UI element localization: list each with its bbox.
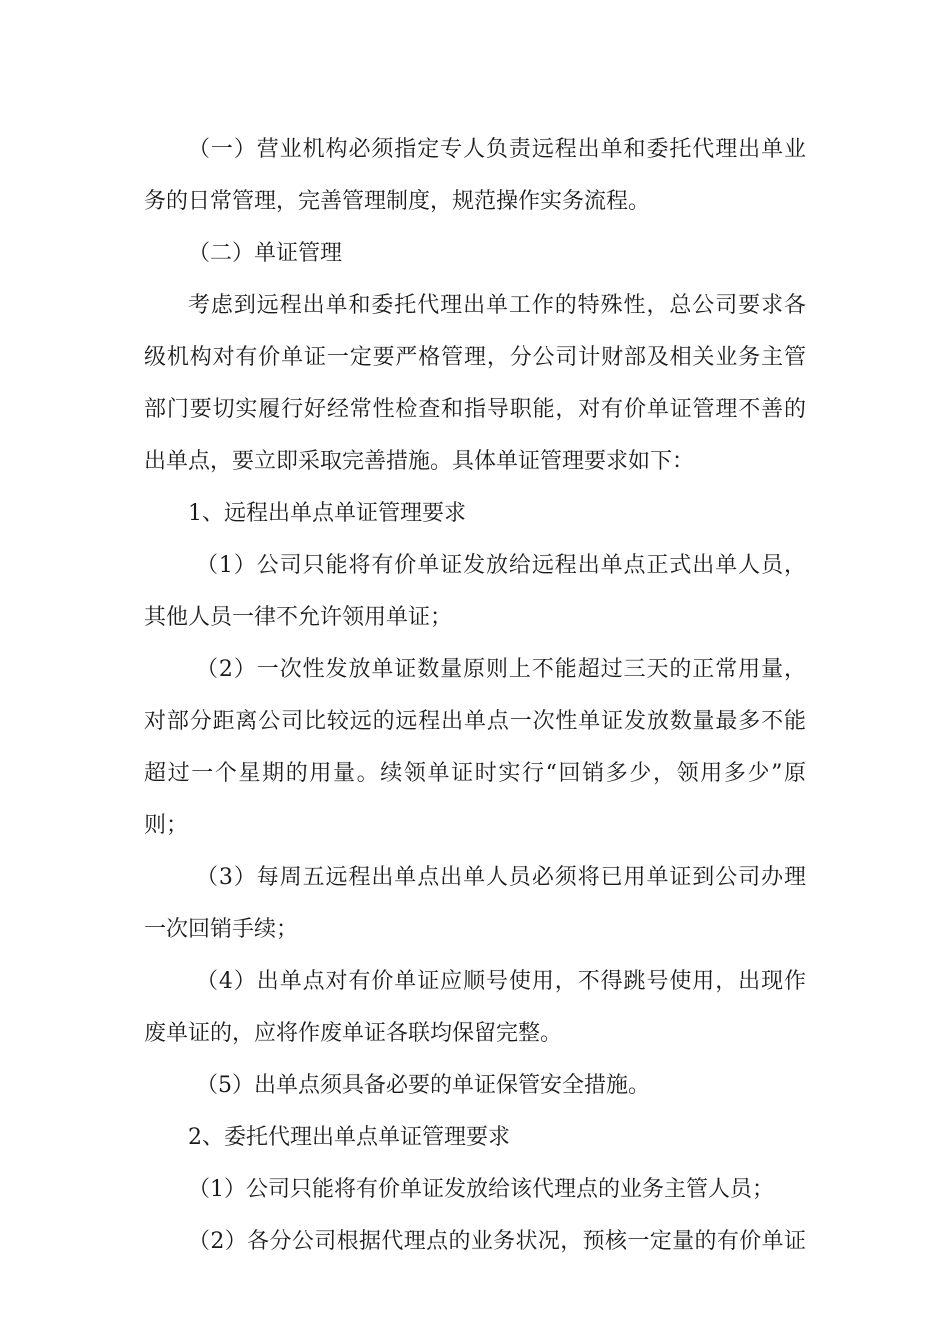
item-2-line-4: 则； [144, 813, 189, 838]
item-3-line-2: 一次回销手续； [144, 917, 299, 942]
item-1-line-1: （1）公司只能将有价单证发放给远程出单点正式出单人员， [196, 553, 806, 578]
paragraph-2-line-2: 级机构对有价单证一定要严格管理，分公司计财部及相关业务主管 [144, 345, 806, 370]
subheading-agency-outlet-requirements: 2、委托代理出单点单证管理要求 [188, 1125, 510, 1150]
item-5-line-1: （5）出单点须具备必要的单证保管安全措施。 [196, 1073, 650, 1098]
subheading-remote-outlet-requirements: 1、远程出单点单证管理要求 [188, 501, 466, 526]
item-4-line-2: 废单证的，应将作废单证各联均保留完整。 [144, 1021, 563, 1046]
item-1-line-2: 其他人员一律不允许领用单证； [144, 605, 453, 630]
paragraph-2-line-1: 考虑到远程出单和委托代理出单工作的特殊性，总公司要求各 [188, 293, 806, 318]
paragraph-2-line-3: 部门要切实履行好经常性检查和指导职能，对有价单证管理不善的 [144, 397, 806, 422]
paragraph-1-line-2: 务的日常管理，完善管理制度，规范操作实务流程。 [144, 189, 651, 214]
item-3-line-1: （3）每周五远程出单点出单人员必须将已用单证到公司办理 [196, 865, 806, 890]
item-2-line-1: （2）一次性发放单证数量原则上不能超过三天的正常用量， [196, 657, 806, 682]
item-2-line-3: 超过一个星期的用量。续领单证时实行“回销多少，领用多少”原 [144, 761, 806, 786]
paragraph-2-line-4: 出单点，要立即采取完善措施。具体单证管理要求如下： [144, 449, 695, 474]
agency-item-1-line-1: （1）公司只能将有价单证发放给该代理点的业务主管人员； [188, 1177, 774, 1202]
item-2-line-2: 对部分距离公司比较远的远程出单点一次性单证发放数量最多不能 [144, 709, 806, 734]
paragraph-1-line-1: （一）营业机构必须指定专人负责远程出单和委托代理出单业 [188, 137, 806, 162]
item-4-line-1: （4）出单点对有价单证应顺号使用，不得跳号使用，出现作 [196, 969, 806, 994]
agency-item-2-line-1: （2）各分公司根据代理点的业务状况，预核一定量的有价单证 [188, 1229, 806, 1254]
section-heading-document-management: （二）单证管理 [188, 241, 343, 266]
